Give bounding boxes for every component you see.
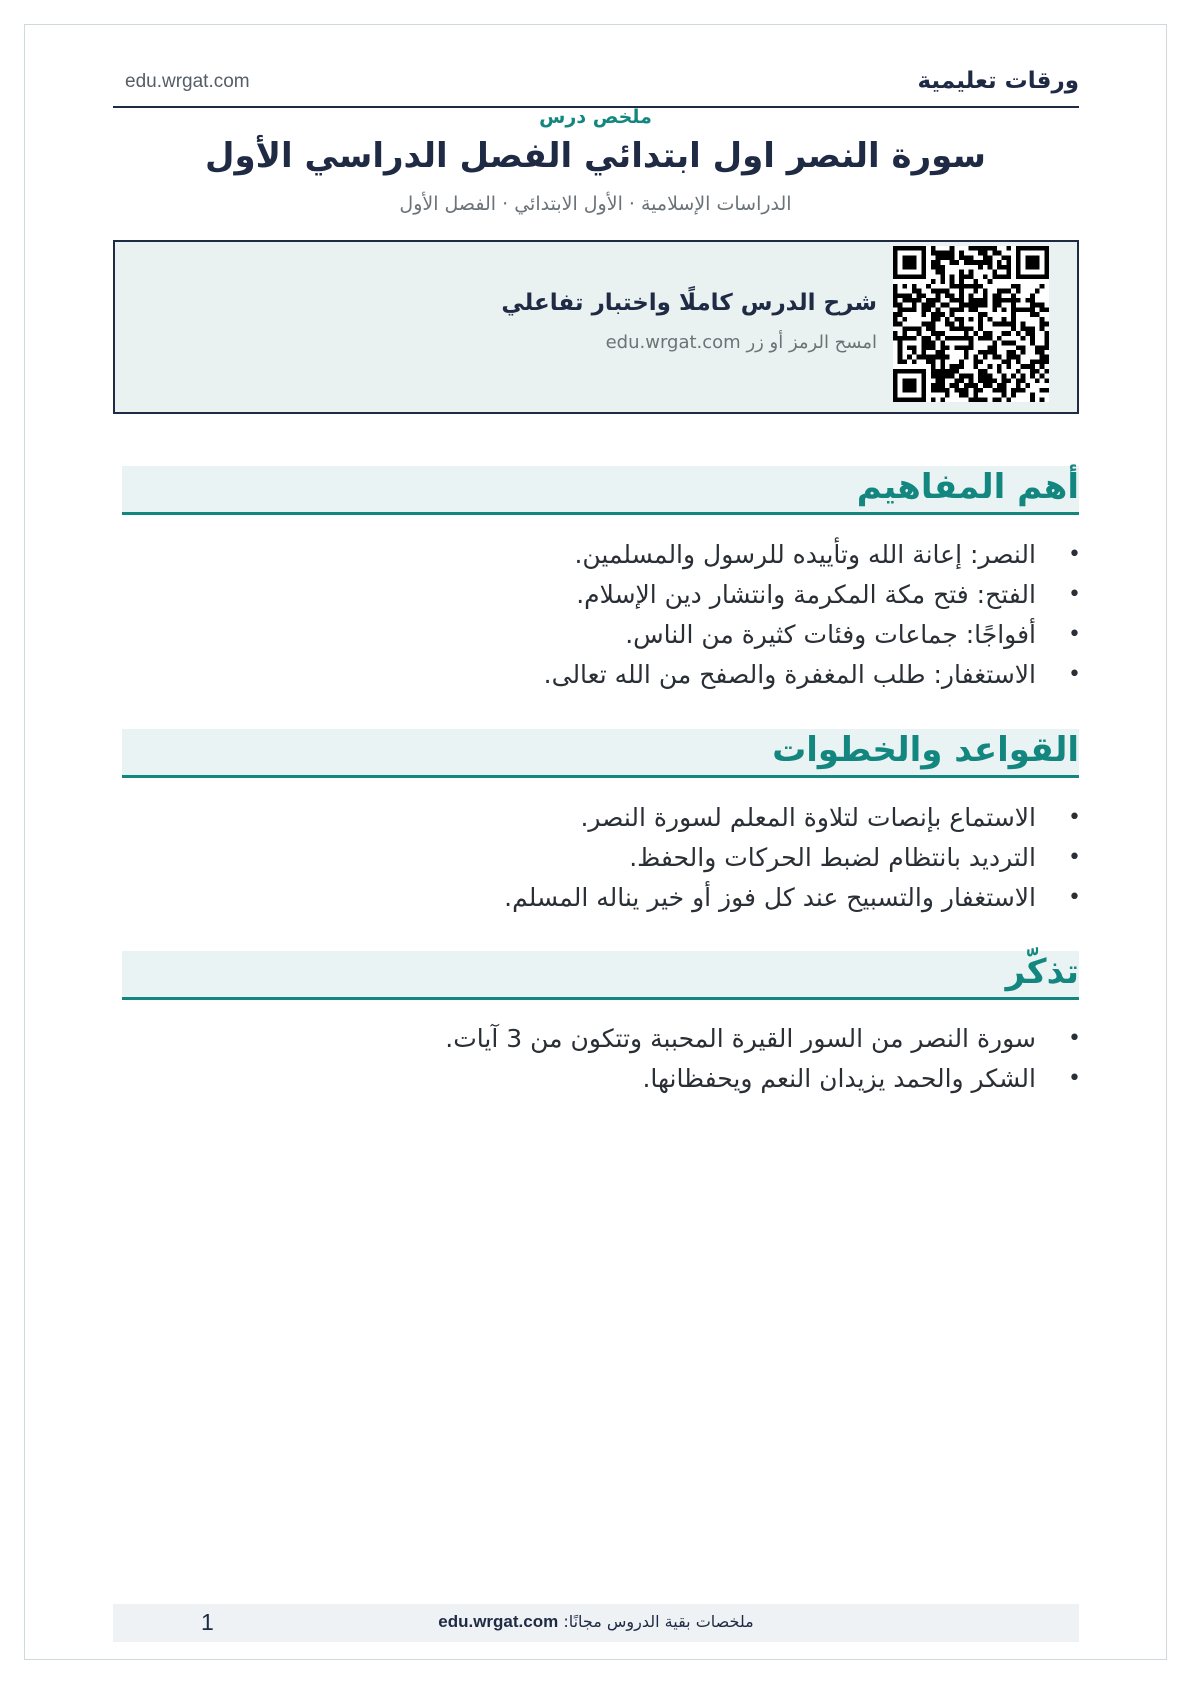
footer-link[interactable]: edu.wrgat.com bbox=[438, 1612, 559, 1631]
concepts-list bbox=[544, 535, 1081, 695]
lesson-subtitle: الدراسات الإسلامية · الأول الابتدائي · الفصل الأول bbox=[399, 193, 792, 215]
section-title: أهم المفاهيم bbox=[856, 467, 1079, 507]
section-title: تذكّر bbox=[1005, 952, 1079, 992]
list-item: • الاستماع بإنصات لتلاوة المعلم لسورة النصر. bbox=[504, 798, 1081, 838]
page-footer bbox=[113, 1604, 1079, 1642]
qr-card-subtitle: امسح الرمز أو زر edu.wrgat.com bbox=[605, 332, 877, 353]
section-title: القواعد والخطوات bbox=[772, 730, 1079, 770]
site-link[interactable]: edu.wrgat.com bbox=[125, 71, 250, 92]
section-header-rules bbox=[122, 729, 1079, 778]
lesson-kicker: ملخص درس bbox=[539, 106, 652, 128]
list-item: • أفواجًا: جماعات وفئات كثيرة من الناس. bbox=[544, 615, 1081, 655]
footer-text bbox=[113, 1612, 1079, 1632]
list-item: • سورة النصر من السور القيرة المحببة وتتكون من 3 آيات. bbox=[445, 1019, 1081, 1059]
list-item: • الاستغفار: طلب المغفرة والصفح من الله تعالى. bbox=[544, 655, 1081, 695]
list-item: • النصر: إعانة الله وتأييده للرسول والمسلمين. bbox=[544, 535, 1081, 575]
section-header-remember bbox=[122, 951, 1079, 1000]
footer-label: ملخصات بقية الدروس مجانًا: bbox=[563, 1612, 754, 1631]
page-title: سورة النصر اول ابتدائي الفصل الدراسي الأول bbox=[205, 136, 986, 176]
rules-list bbox=[504, 798, 1081, 918]
section-header-concepts bbox=[122, 466, 1079, 515]
list-item: • الشكر والحمد يزيدان النعم ويحفظانها. bbox=[445, 1059, 1081, 1099]
list-item: • الاستغفار والتسبيح عند كل فوز أو خير يناله المسلم. bbox=[504, 878, 1081, 918]
list-item: • الترديد بانتظام لضبط الحركات والحفظ. bbox=[504, 838, 1081, 878]
page-number: 1 bbox=[201, 1609, 214, 1635]
qr-card-title: شرح الدرس كاملًا واختبار تفاعلي bbox=[501, 290, 877, 316]
page-header bbox=[113, 62, 1079, 108]
list-item: • الفتح: فتح مكة المكرمة وانتشار دين الإسلام. bbox=[544, 575, 1081, 615]
qr-card[interactable] bbox=[113, 240, 1079, 414]
remember-list bbox=[445, 1019, 1081, 1099]
qr-code-icon[interactable] bbox=[893, 246, 1049, 402]
brand-name: ورقات تعليمية bbox=[917, 68, 1079, 94]
